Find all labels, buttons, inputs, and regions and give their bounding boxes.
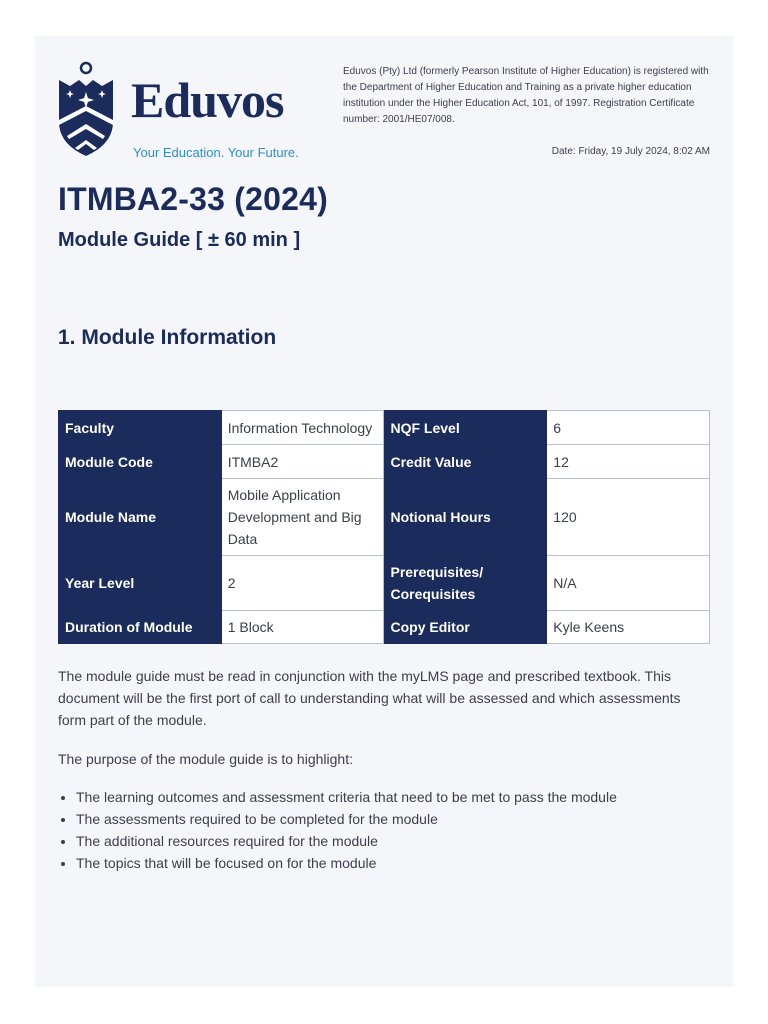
table-row <box>59 611 710 644</box>
table-value: 12 <box>547 445 710 479</box>
list-item: • The learning outcomes and assessment criteria that need to be met to pass the module <box>76 786 617 808</box>
table-row <box>59 479 710 556</box>
table-key: NQF Level <box>384 411 547 445</box>
document-page <box>35 36 733 987</box>
table-value: N/A <box>547 556 710 611</box>
table-value: Information Technology <box>221 411 384 445</box>
purpose-paragraph: The purpose of the module guide is to highlight: <box>58 751 353 767</box>
table-row <box>59 556 710 611</box>
registration-notice: Eduvos (Pty) Ltd (formerly Pearson Institute of Higher Education) is registered with the Department of Higher Education and Training as a private higher education institution under the Higher Education Act, 101, of 1997. Registration Certificate number: 2001/HE07/008. <box>343 66 709 125</box>
table-key: Credit Value <box>384 445 547 479</box>
table-key: Faculty <box>59 411 222 445</box>
eduvos-logo <box>57 60 307 160</box>
logo-wordmark: Eduvos <box>131 72 284 128</box>
document-date: Date: Friday, 19 July 2024, 8:02 AM <box>551 146 710 157</box>
list-item: • The assessments required to be completed for the module <box>76 808 617 830</box>
module-info-table <box>58 410 710 644</box>
table-value: ITMBA2 <box>221 445 384 479</box>
table-key: Duration of Module <box>59 611 222 644</box>
table-value: 2 <box>221 556 384 611</box>
table-value: Mobile Application Development and Big Data <box>221 479 384 556</box>
purpose-list <box>58 786 617 874</box>
table-row <box>59 411 710 445</box>
table-key: Module Name <box>59 479 222 556</box>
logo-tagline: Your Education. Your Future. <box>133 145 299 160</box>
table-key: Year Level <box>59 556 222 611</box>
page-title: ITMBA2-33 (2024) <box>58 181 328 217</box>
table-key: Notional Hours <box>384 479 547 556</box>
table-value: Kyle Keens <box>547 611 710 644</box>
table-value: 1 Block <box>221 611 384 644</box>
table-value: 6 <box>547 411 710 445</box>
table-key: Copy Editor <box>384 611 547 644</box>
section-heading: 1. Module Information <box>58 326 277 349</box>
list-item: • The additional resources required for the module <box>76 830 617 852</box>
page-subtitle: Module Guide [ ± 60 min ] <box>58 229 301 251</box>
intro-paragraph: The module guide must be read in conjunction with the myLMS page and prescribed textbook. This document will be the first port of call to understanding what will be assessed and which assessments form part of the module. <box>58 668 681 728</box>
table-row <box>59 445 710 479</box>
table-key: Module Code <box>59 445 222 479</box>
shield-icon <box>57 60 115 156</box>
list-item: • The topics that will be focused on for the module <box>76 852 617 874</box>
table-value: 120 <box>547 479 710 556</box>
table-key: Prerequisites/ Corequisites <box>384 556 547 611</box>
